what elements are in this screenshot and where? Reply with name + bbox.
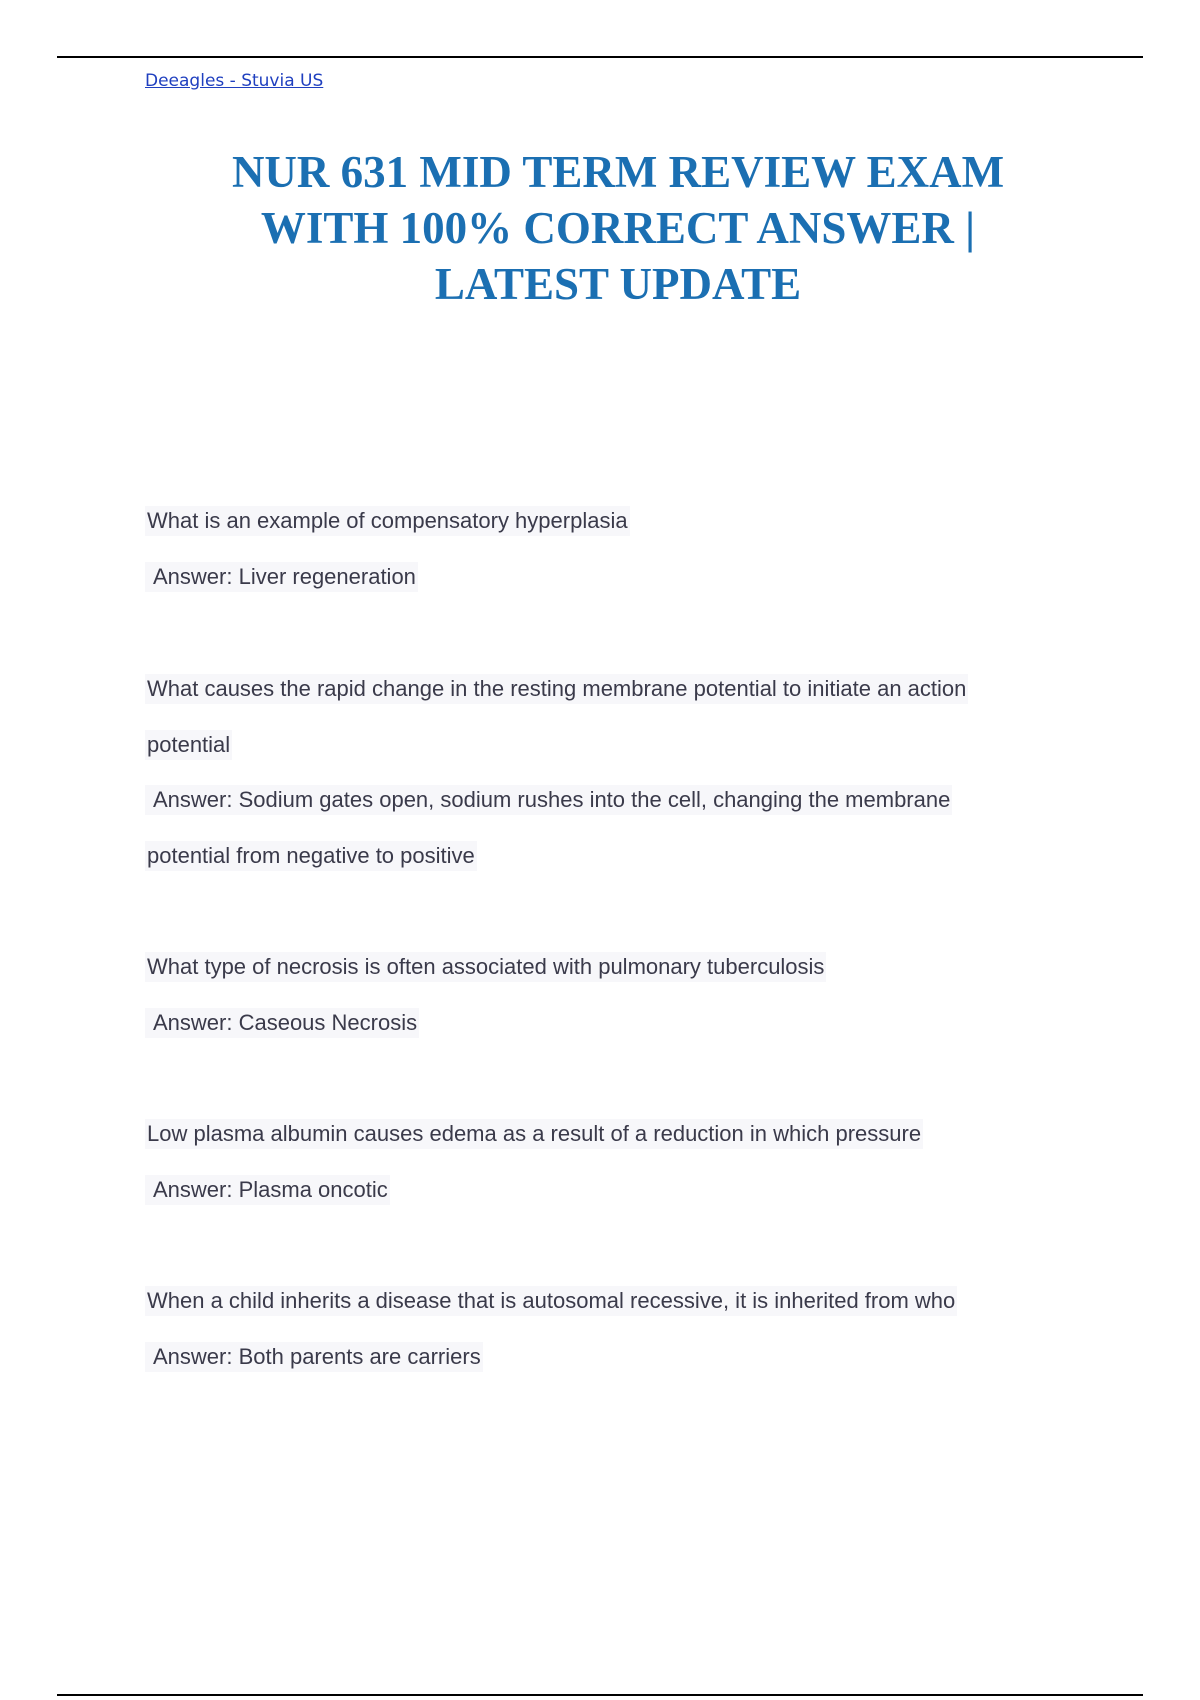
- answer-text: Answer: Sodium gates open, sodium rushes into the cell, changing the membrane: [145, 785, 952, 815]
- question-text: What type of necrosis is often associated with pulmonary tuberculosis: [145, 952, 826, 982]
- answer-text: potential from negative to positive: [145, 841, 477, 871]
- question-text: What causes the rapid change in the resting membrane potential to initiate an action: [145, 674, 968, 704]
- title-line: LATEST UPDATE: [434, 259, 802, 309]
- title-line: NUR 631 MID TERM REVIEW EXAM: [231, 147, 1005, 197]
- title-line: WITH 100% CORRECT ANSWER |: [260, 203, 976, 253]
- answer-text: Answer: Both parents are carriers: [145, 1342, 483, 1372]
- top-rule: [57, 56, 1143, 58]
- answer-text: Answer: Plasma oncotic: [145, 1175, 390, 1205]
- answer-text: Answer: Liver regeneration: [145, 562, 418, 592]
- question-text: What is an example of compensatory hyperplasia: [145, 506, 630, 536]
- document-title: [145, 144, 1091, 312]
- question-text: potential: [145, 730, 232, 760]
- bottom-rule: [57, 1694, 1143, 1696]
- answer-text: Answer: Caseous Necrosis: [145, 1008, 419, 1038]
- header-source-link[interactable]: Deeagles - Stuvia US: [145, 71, 324, 91]
- question-text: When a child inherits a disease that is autosomal recessive, it is inherited from who: [145, 1286, 957, 1316]
- question-text: Low plasma albumin causes edema as a result of a reduction in which pressure: [145, 1119, 923, 1149]
